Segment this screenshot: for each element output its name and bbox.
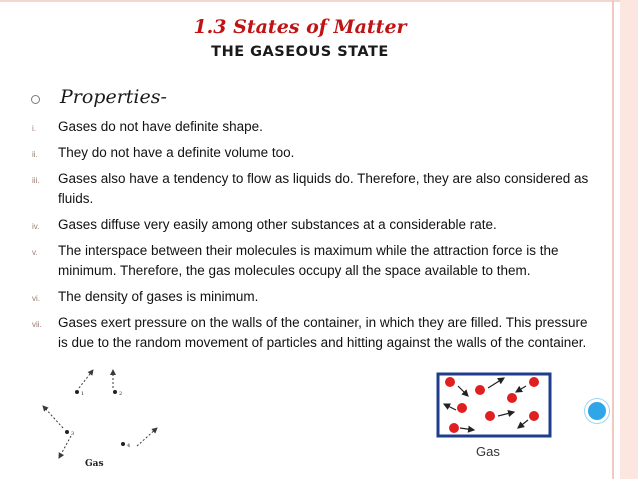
gas-container-diagram bbox=[430, 364, 558, 476]
list-number: iv. bbox=[32, 222, 40, 231]
motion-arrow bbox=[79, 370, 93, 388]
particle-label: 4 bbox=[127, 443, 131, 449]
list-item bbox=[32, 169, 592, 209]
gas-particles-figure-left bbox=[33, 364, 167, 476]
slide-subtitle: THE GASEOUS STATE bbox=[211, 44, 389, 60]
decorative-circle-icon bbox=[585, 399, 609, 423]
list-text: Gases exert pressure on the walls of the container, in which they are filled. This pressure is due to the random movement of particles and hitting against the walls of the container. bbox=[58, 315, 588, 350]
gas-particles-figure-right bbox=[430, 364, 558, 476]
gas-particle bbox=[75, 390, 79, 394]
list-item bbox=[32, 117, 592, 137]
list-number: vi. bbox=[32, 294, 40, 303]
particle-label: 3 bbox=[71, 431, 75, 437]
figure-label-left: Gas bbox=[85, 459, 104, 469]
list-text: Gases also have a tendency to flow as liquids do. Therefore, they are also considered as fluids. bbox=[58, 171, 589, 206]
motion-arrow bbox=[43, 406, 63, 428]
list-text: The interspace between their molecules is maximum while the attraction force is the minimum. Therefore, the gas molecules occupy all the space available to them. bbox=[58, 243, 559, 278]
gas-particle bbox=[507, 393, 517, 403]
motion-arrow bbox=[59, 436, 71, 458]
gas-particle bbox=[121, 442, 125, 446]
slide-title: 1.3 States of Matter bbox=[193, 16, 407, 38]
list-text: Gases diffuse very easily among other substances at a considerable rate. bbox=[58, 217, 497, 232]
figure-label-right: Gas bbox=[476, 444, 500, 459]
list-number: iii. bbox=[32, 176, 40, 185]
gas-particle bbox=[445, 377, 455, 387]
circle-bullet-icon bbox=[31, 95, 40, 104]
gas-particle bbox=[65, 430, 69, 434]
gas-particle bbox=[449, 423, 459, 433]
particle-label: 2 bbox=[119, 391, 123, 397]
list-number: i. bbox=[32, 124, 36, 133]
gas-particle bbox=[529, 411, 539, 421]
list-item bbox=[32, 287, 592, 307]
properties-list bbox=[32, 117, 592, 359]
gas-particle bbox=[113, 390, 117, 394]
gas-particle bbox=[529, 377, 539, 387]
list-text: The density of gases is minimum. bbox=[58, 289, 259, 304]
list-number: vii. bbox=[32, 320, 42, 329]
list-item bbox=[32, 143, 592, 163]
list-text: Gases do not have definite shape. bbox=[58, 119, 263, 134]
gas-particles-diagram bbox=[33, 364, 167, 476]
list-item bbox=[32, 215, 592, 235]
motion-arrow bbox=[137, 428, 157, 446]
top-border-line bbox=[0, 0, 620, 2]
list-item bbox=[32, 241, 592, 281]
gas-particle bbox=[475, 385, 485, 395]
list-text: They do not have a definite volume too. bbox=[58, 145, 295, 160]
list-item bbox=[32, 313, 592, 353]
right-decorative-band bbox=[620, 0, 638, 479]
right-border-line bbox=[612, 0, 614, 479]
list-number: v. bbox=[32, 248, 38, 257]
section-heading: Properties- bbox=[60, 86, 167, 108]
gas-particle bbox=[485, 411, 495, 421]
gas-particle bbox=[457, 403, 467, 413]
particle-label: 1 bbox=[81, 391, 85, 397]
list-number: ii. bbox=[32, 150, 38, 159]
